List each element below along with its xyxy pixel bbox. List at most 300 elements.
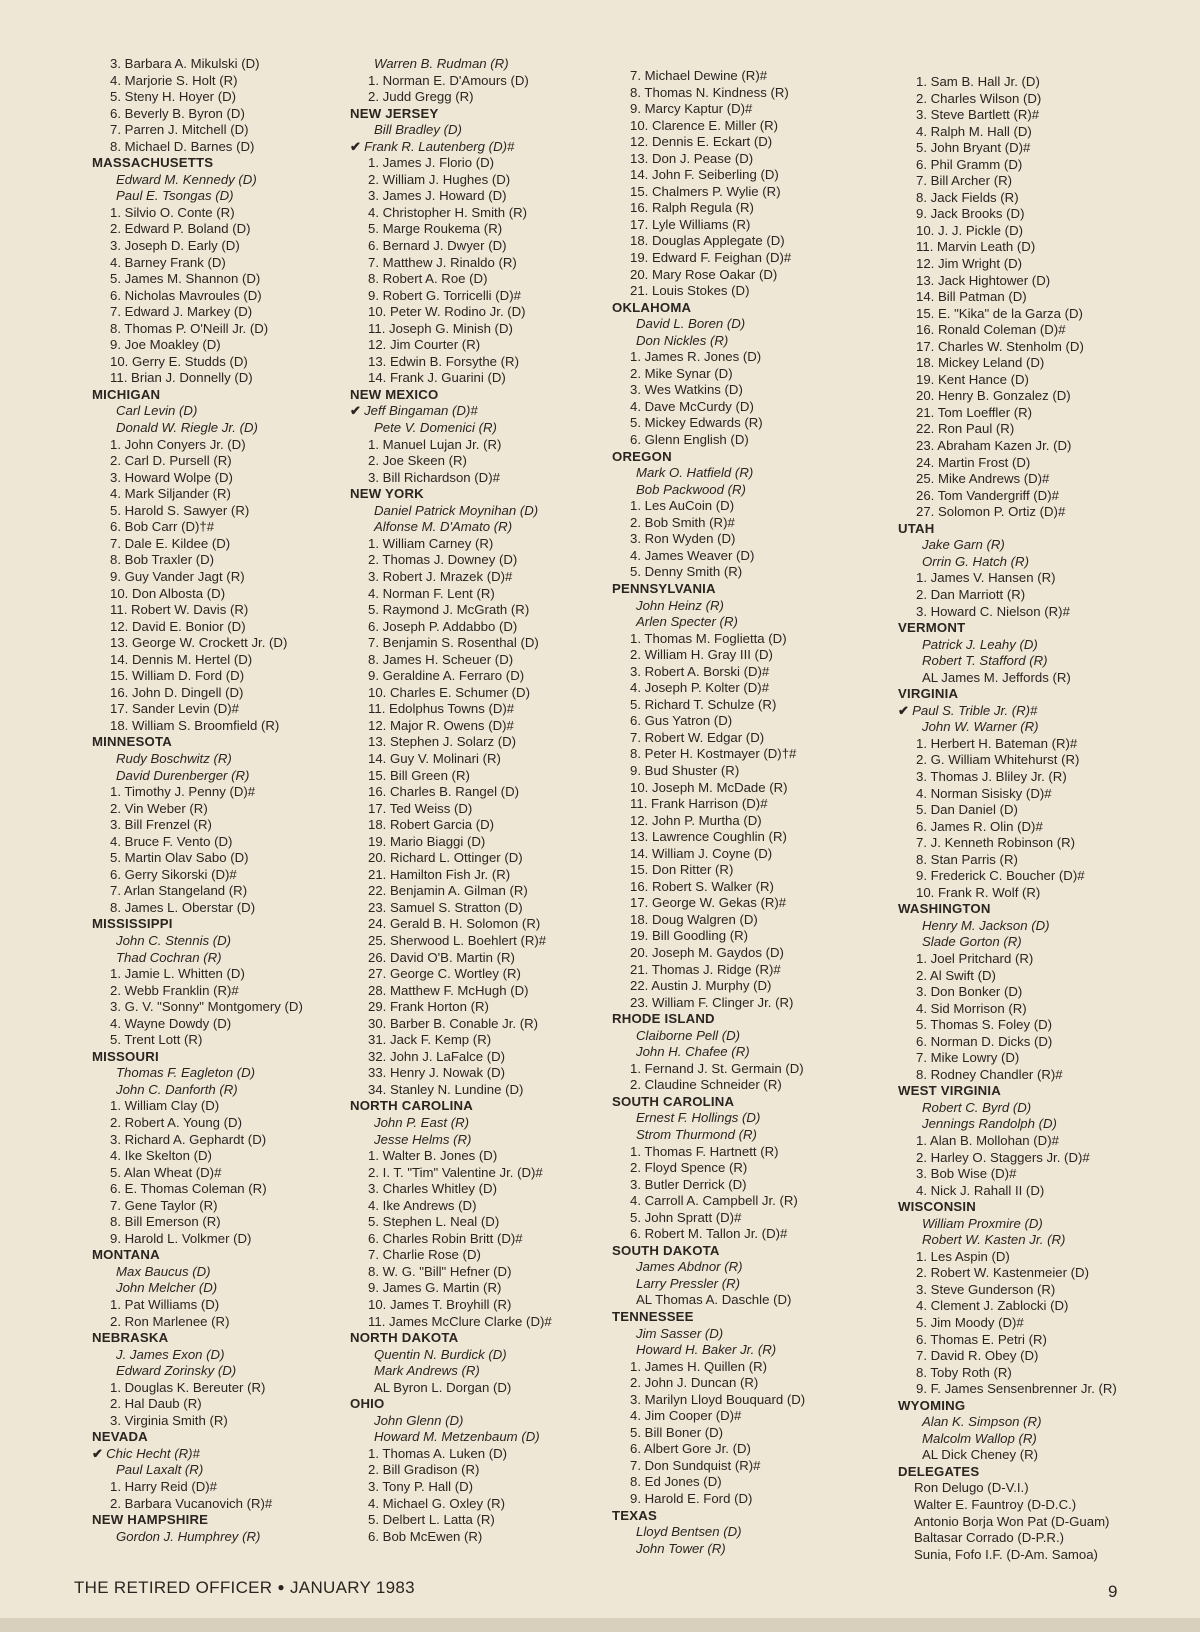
representative-entry xyxy=(898,256,1168,273)
representative-entry xyxy=(92,106,362,123)
representative-entry xyxy=(612,217,882,234)
entry-text: 4. James Weaver (D) xyxy=(630,547,755,563)
entry-text: 7. J. Kenneth Robinson (R) xyxy=(916,835,1076,851)
entry-text: 13. George W. Crockett Jr. (D) xyxy=(110,635,288,651)
entry-text: 10. Frank R. Wolf (R) xyxy=(916,884,1041,900)
representative-entry xyxy=(898,339,1168,356)
delegate-entry xyxy=(898,1514,1168,1531)
representative-entry xyxy=(898,421,1168,438)
representative-entry xyxy=(92,1165,362,1182)
representative-entry xyxy=(898,74,1168,91)
representative-entry xyxy=(612,167,882,184)
representative-entry xyxy=(612,631,882,648)
representative-entry xyxy=(350,983,620,1000)
entry-text: 15. Don Ritter (R) xyxy=(630,862,734,878)
representative-entry xyxy=(92,271,362,288)
entry-text: 7. Bill Archer (R) xyxy=(916,173,1012,189)
representative-entry xyxy=(92,1115,362,1132)
representative-entry xyxy=(898,173,1168,190)
representative-entry xyxy=(350,1181,620,1198)
entry-text: Ernest F. Hollings (D) xyxy=(636,1110,761,1126)
senator-entry xyxy=(612,1110,882,1127)
representative-entry xyxy=(612,233,882,250)
representative-entry xyxy=(898,951,1168,968)
representative-entry xyxy=(350,304,620,321)
entry-text: WISCONSIN xyxy=(898,1199,976,1215)
entry-text: 12. Major R. Owens (D)# xyxy=(368,717,514,733)
representative-entry xyxy=(612,118,882,135)
representative-entry xyxy=(898,587,1168,604)
entry-text: NEW JERSEY xyxy=(350,105,439,121)
representative-entry xyxy=(92,536,362,553)
senator-entry xyxy=(92,1347,362,1364)
representative-entry xyxy=(898,1348,1168,1365)
senator-entry xyxy=(92,172,362,189)
representative-entry xyxy=(898,736,1168,753)
entry-text: Slade Gorton (R) xyxy=(922,934,1022,950)
entry-text: VERMONT xyxy=(898,620,966,636)
representative-entry xyxy=(350,1065,620,1082)
representative-entry xyxy=(898,1381,1168,1398)
entry-text: 1. Jamie L. Whitten (D) xyxy=(110,966,245,982)
state-heading xyxy=(898,521,1168,538)
entry-text: 5. Jim Moody (D)# xyxy=(916,1315,1024,1331)
representative-entry xyxy=(350,470,620,487)
representative-entry xyxy=(350,718,620,735)
entry-text: 3. Richard A. Gephardt (D) xyxy=(110,1131,267,1147)
entry-text: 17. Ted Weiss (D) xyxy=(368,800,473,816)
representative-entry xyxy=(898,1150,1168,1167)
state-heading xyxy=(92,916,362,933)
state-heading xyxy=(92,1330,362,1347)
entry-text: 6. Gerry Sikorski (D)# xyxy=(110,866,237,882)
entry-text: 3. Virginia Smith (R) xyxy=(110,1412,228,1428)
entry-text: Antonio Borja Won Pat (D-Guam) xyxy=(914,1513,1110,1529)
entry-text: 5. Martin Olav Sabo (D) xyxy=(110,850,249,866)
representative-entry xyxy=(898,223,1168,240)
entry-text: WYOMING xyxy=(898,1397,966,1413)
entry-text: Paul S. Trible Jr. (R)# xyxy=(912,702,1038,718)
representative-entry xyxy=(92,850,362,867)
entry-text: John C. Danforth (R) xyxy=(116,1081,238,1097)
representative-entry xyxy=(898,438,1168,455)
representative-entry xyxy=(350,73,620,90)
entry-text: MONTANA xyxy=(92,1247,160,1263)
entry-text: 3. Barbara A. Mikulski (D) xyxy=(110,56,260,71)
state-heading xyxy=(350,1330,620,1347)
representative-entry xyxy=(350,1082,620,1099)
entry-text: 2. Robert A. Young (D) xyxy=(110,1115,242,1130)
entry-text: 7. Charlie Rose (D) xyxy=(368,1247,481,1263)
representative-entry xyxy=(612,912,882,929)
roster-column-3 xyxy=(612,68,882,1557)
entry-text: Sunia, Fofo I.F. (D-Am. Samoa) xyxy=(914,1546,1098,1562)
entry-text: 1. Joel Pritchard (R) xyxy=(916,950,1034,966)
representative-entry xyxy=(350,652,620,669)
entry-text: 18. Mickey Leland (D) xyxy=(916,355,1045,371)
representative-entry xyxy=(612,415,882,432)
entry-text: 5. Richard T. Schulze (R) xyxy=(630,696,777,712)
representative-entry xyxy=(612,862,882,879)
entry-text: Daniel Patrick Moynihan (D) xyxy=(374,502,539,518)
entry-text: 1. Fernand J. St. Germain (D) xyxy=(630,1060,804,1076)
entry-text: 3. G. V. "Sonny" Montgomery (D) xyxy=(110,999,303,1015)
state-heading xyxy=(92,1429,362,1446)
entry-text: 2. Thomas J. Downey (D) xyxy=(368,552,518,568)
entry-text: 6. James R. Olin (D)# xyxy=(916,818,1043,834)
representative-entry xyxy=(898,1050,1168,1067)
entry-text: 6. Nicholas Mavroules (D) xyxy=(110,287,262,303)
entry-text: John Glenn (D) xyxy=(374,1412,464,1428)
representative-entry xyxy=(612,498,882,515)
entry-text: 1. Harry Reid (D)# xyxy=(110,1479,217,1495)
senator-entry xyxy=(92,1462,362,1479)
representative-entry xyxy=(898,239,1168,256)
entry-text: David Durenberger (R) xyxy=(116,767,250,783)
entry-text: Frank R. Lautenberg (D)# xyxy=(364,138,515,154)
senator-entry xyxy=(92,950,362,967)
entry-text: 5. Stephen L. Neal (D) xyxy=(368,1214,500,1230)
entry-text: 1. Les Aspin (D) xyxy=(916,1248,1010,1264)
at-large-entry xyxy=(350,1380,620,1397)
entry-text: 11. Robert W. Davis (R) xyxy=(110,602,249,618)
entry-text: 2. Webb Franklin (R)# xyxy=(110,982,239,998)
representative-entry xyxy=(898,273,1168,290)
entry-text: Arlen Specter (R) xyxy=(636,614,738,630)
entry-text: 8. Toby Roth (R) xyxy=(916,1364,1012,1380)
page-bottom-edge xyxy=(0,1618,1200,1632)
representative-entry xyxy=(92,56,362,73)
representative-entry xyxy=(92,668,362,685)
senator-entry xyxy=(612,1127,882,1144)
senator-entry xyxy=(350,519,620,536)
representative-entry xyxy=(612,134,882,151)
entry-text: 2. Judd Gregg (R) xyxy=(368,89,474,105)
representative-entry xyxy=(92,983,362,1000)
entry-text: 10. James T. Broyhill (R) xyxy=(368,1297,512,1313)
entry-text: AL Dick Cheney (R) xyxy=(922,1447,1039,1463)
entry-text: 6. Thomas E. Petri (R) xyxy=(916,1331,1047,1347)
senator-entry xyxy=(92,420,362,437)
representative-entry xyxy=(350,1264,620,1281)
representative-entry xyxy=(898,355,1168,372)
representative-entry xyxy=(92,784,362,801)
representative-entry xyxy=(92,569,362,586)
representative-entry xyxy=(92,1181,362,1198)
state-heading xyxy=(350,106,620,123)
entry-text: 15. William D. Ford (D) xyxy=(110,668,245,684)
entry-text: Robert W. Kasten Jr. (R) xyxy=(922,1232,1066,1248)
entry-text: 7. Arlan Stangeland (R) xyxy=(110,883,248,899)
senator-entry xyxy=(350,1132,620,1149)
entry-text: Edward M. Kennedy (D) xyxy=(116,171,257,187)
entry-text: Howard H. Baker Jr. (R) xyxy=(636,1342,777,1358)
state-heading xyxy=(92,1512,362,1529)
entry-text: 1. James J. Florio (D) xyxy=(368,155,495,171)
representative-entry xyxy=(898,140,1168,157)
representative-entry xyxy=(612,548,882,565)
entry-text: 5. Denny Smith (R) xyxy=(630,564,743,580)
entry-text: Alan K. Simpson (R) xyxy=(922,1414,1042,1430)
entry-text: 14. Frank J. Guarini (D) xyxy=(368,370,506,386)
state-heading xyxy=(612,1094,882,1111)
issue-date: JANUARY 1983 xyxy=(290,1578,415,1597)
entry-text: Ron Delugo (D-V.I.) xyxy=(914,1480,1029,1496)
entry-text: 2. Barbara Vucanovich (R)# xyxy=(110,1495,273,1511)
senator-entry xyxy=(612,316,882,333)
entry-text: 6. Joseph P. Addabbo (D) xyxy=(368,618,518,634)
representative-entry xyxy=(612,1061,882,1078)
representative-entry xyxy=(92,205,362,222)
entry-text: 4. Marjorie S. Holt (R) xyxy=(110,72,238,88)
representative-entry xyxy=(898,984,1168,1001)
senator-entry xyxy=(92,1264,362,1281)
entry-text: Donald W. Riegle Jr. (D) xyxy=(116,420,258,436)
entry-text: Chic Hecht (R)# xyxy=(106,1445,200,1461)
entry-text: Don Nickles (R) xyxy=(636,332,729,348)
representative-entry xyxy=(92,1479,362,1496)
entry-text: 1. Walter B. Jones (D) xyxy=(368,1148,498,1164)
senator-entry xyxy=(898,703,1168,720)
entry-text: 3. Bill Richardson (D)# xyxy=(368,469,500,485)
entry-text: Thomas F. Eagleton (D) xyxy=(116,1065,256,1081)
entry-text: William Proxmire (D) xyxy=(922,1215,1043,1231)
representative-entry xyxy=(92,1198,362,1215)
entry-text: Baltasar Corrado (D-P.R.) xyxy=(914,1530,1064,1546)
representative-entry xyxy=(612,746,882,763)
entry-text: MASSACHUSETTS xyxy=(92,155,214,171)
representative-entry xyxy=(612,680,882,697)
representative-entry xyxy=(612,399,882,416)
representative-entry xyxy=(92,503,362,520)
representative-entry xyxy=(898,819,1168,836)
senator-entry xyxy=(92,1363,362,1380)
representative-entry xyxy=(92,238,362,255)
representative-entry xyxy=(612,763,882,780)
representative-entry xyxy=(92,337,362,354)
entry-text: 12. Dennis E. Eckart (D) xyxy=(630,134,773,150)
representative-entry xyxy=(92,73,362,90)
entry-text: 10. Joseph M. McDade (R) xyxy=(630,779,788,795)
entry-text: 5. Delbert L. Latta (R) xyxy=(368,1512,495,1528)
entry-text: Max Baucus (D) xyxy=(116,1263,211,1279)
representative-entry xyxy=(350,801,620,818)
delegate-entry xyxy=(898,1530,1168,1547)
representative-entry xyxy=(350,1165,620,1182)
entry-text: MISSISSIPPI xyxy=(92,916,173,932)
entry-text: 8. Rodney Chandler (R)# xyxy=(916,1066,1063,1082)
entry-text: Alfonse M. D'Amato (R) xyxy=(374,519,513,535)
senator-entry xyxy=(898,653,1168,670)
entry-text: David L. Boren (D) xyxy=(636,316,746,332)
entry-text: 4. Christopher H. Smith (R) xyxy=(368,204,528,220)
representative-entry xyxy=(350,1049,620,1066)
representative-entry xyxy=(92,718,362,735)
representative-entry xyxy=(612,1458,882,1475)
state-heading xyxy=(350,387,620,404)
representative-entry xyxy=(612,1441,882,1458)
representative-entry xyxy=(350,933,620,950)
senator-entry xyxy=(612,465,882,482)
entry-text: Quentin N. Burdick (D) xyxy=(374,1346,507,1362)
senator-entry xyxy=(92,933,362,950)
entry-text: 7. David R. Obey (D) xyxy=(916,1348,1039,1364)
entry-text: 9. Guy Vander Jagt (R) xyxy=(110,568,245,584)
representative-entry xyxy=(92,586,362,603)
entry-text: NEW MEXICO xyxy=(350,386,439,402)
entry-text: Pete V. Domenici (R) xyxy=(374,420,497,436)
representative-entry xyxy=(350,536,620,553)
representative-entry xyxy=(350,238,620,255)
representative-entry xyxy=(92,1314,362,1331)
representative-entry xyxy=(898,885,1168,902)
representative-entry xyxy=(612,895,882,912)
entry-text: 11. Edolphus Towns (D)# xyxy=(368,701,515,717)
representative-entry xyxy=(350,437,620,454)
entry-text: 4. Bruce F. Vento (D) xyxy=(110,833,233,849)
entry-text: UTAH xyxy=(898,520,935,536)
representative-entry xyxy=(92,1132,362,1149)
state-heading xyxy=(92,734,362,751)
state-heading xyxy=(612,449,882,466)
entry-text: 32. John J. LaFalce (D) xyxy=(368,1048,506,1064)
entry-text: VIRGINIA xyxy=(898,686,959,702)
entry-text: 3. Charles Whitley (D) xyxy=(368,1181,497,1197)
entry-text: Bill Bradley (D) xyxy=(374,122,462,138)
representative-entry xyxy=(350,89,620,106)
representative-entry xyxy=(350,1529,620,1546)
entry-text: 3. Howard C. Nielson (R)# xyxy=(916,603,1070,619)
entry-text: John Melcher (D) xyxy=(116,1280,218,1296)
entry-text: 1. John Conyers Jr. (D) xyxy=(110,436,246,452)
entry-text: 10. J. J. Pickle (D) xyxy=(916,222,1023,238)
senator-entry xyxy=(350,1413,620,1430)
representative-entry xyxy=(92,602,362,619)
entry-text: 2. Al Swift (D) xyxy=(916,967,996,983)
representative-entry xyxy=(350,337,620,354)
entry-text: 26. David O'B. Martin (R) xyxy=(368,949,515,965)
entry-text: 17. Charles W. Stenholm (D) xyxy=(916,338,1084,354)
representative-entry xyxy=(92,139,362,156)
representative-entry xyxy=(612,349,882,366)
senator-entry xyxy=(92,1082,362,1099)
representative-entry xyxy=(350,1512,620,1529)
entry-text: 6. Charles Robin Britt (D)# xyxy=(368,1230,523,1246)
entry-text: 20. Henry B. Gonzalez (D) xyxy=(916,388,1071,404)
state-heading xyxy=(898,620,1168,637)
entry-text: 24. Martin Frost (D) xyxy=(916,454,1031,470)
entry-text: 1. Silvio O. Conte (R) xyxy=(110,204,235,220)
entry-text: 4. Jim Cooper (D)# xyxy=(630,1408,742,1424)
senator-entry xyxy=(612,1276,882,1293)
senator-entry xyxy=(612,1259,882,1276)
senator-entry xyxy=(92,1529,362,1546)
entry-text: 4. Norman F. Lent (R) xyxy=(368,585,495,601)
representative-entry xyxy=(612,796,882,813)
entry-text: 34. Stanley N. Lundine (D) xyxy=(368,1081,524,1097)
representative-entry xyxy=(612,1193,882,1210)
representative-entry xyxy=(612,945,882,962)
representative-entry xyxy=(350,701,620,718)
entry-text: 3. Wes Watkins (D) xyxy=(630,382,743,398)
footer-bullet: ● xyxy=(277,1580,285,1594)
entry-text: Claiborne Pell (D) xyxy=(636,1027,741,1043)
entry-text: SOUTH DAKOTA xyxy=(612,1242,720,1258)
entry-text: 3. Thomas J. Bliley Jr. (R) xyxy=(916,768,1067,784)
delegate-entry xyxy=(898,1547,1168,1564)
representative-entry xyxy=(350,354,620,371)
entry-text: 1. Pat Williams (D) xyxy=(110,1297,220,1313)
entry-text: 3. Bob Wise (D)# xyxy=(916,1166,1017,1182)
entry-text: 4. Mark Siljander (R) xyxy=(110,486,231,502)
representative-entry xyxy=(92,255,362,272)
representative-entry xyxy=(350,817,620,834)
entry-text: Mark O. Hatfield (R) xyxy=(636,465,754,481)
senator-entry xyxy=(612,482,882,499)
representative-entry xyxy=(898,802,1168,819)
senator-entry xyxy=(898,554,1168,571)
entry-text: 9. Robert G. Torricelli (D)# xyxy=(368,287,521,303)
entry-text: PENNSYLVANIA xyxy=(612,580,716,596)
representative-entry xyxy=(92,1214,362,1231)
senator-entry xyxy=(898,1414,1168,1431)
representative-entry xyxy=(612,432,882,449)
representative-entry xyxy=(612,382,882,399)
entry-text: 1. James H. Quillen (R) xyxy=(630,1358,768,1374)
representative-entry xyxy=(612,1077,882,1094)
entry-text: Jim Sasser (D) xyxy=(636,1325,724,1341)
entry-text: 17. Lyle Williams (R) xyxy=(630,216,751,232)
entry-text: 18. Douglas Applegate (D) xyxy=(630,233,785,249)
entry-text: 13. Lawrence Coughlin (R) xyxy=(630,829,787,845)
senator-entry xyxy=(612,1044,882,1061)
representative-entry xyxy=(898,306,1168,323)
entry-text: John W. Warner (R) xyxy=(922,719,1039,735)
entry-text: Robert C. Byrd (D) xyxy=(922,1099,1032,1115)
representative-entry xyxy=(92,1148,362,1165)
entry-text: 1. William Clay (D) xyxy=(110,1098,220,1114)
representative-entry xyxy=(350,950,620,967)
representative-entry xyxy=(898,372,1168,389)
entry-text: AL Thomas A. Daschle (D) xyxy=(636,1292,792,1308)
representative-entry xyxy=(350,453,620,470)
representative-entry xyxy=(898,471,1168,488)
representative-entry xyxy=(612,1210,882,1227)
entry-text: 1. Les AuCoin (D) xyxy=(630,498,735,514)
representative-entry xyxy=(92,1098,362,1115)
representative-entry xyxy=(612,200,882,217)
representative-entry xyxy=(92,701,362,718)
representative-entry xyxy=(350,867,620,884)
entry-text: 27. Solomon P. Ortiz (D)# xyxy=(916,504,1066,520)
entry-text: TENNESSEE xyxy=(612,1309,694,1325)
senator-entry xyxy=(350,122,620,139)
entry-text: 21. Tom Loeffler (R) xyxy=(916,404,1033,420)
representative-entry xyxy=(898,1017,1168,1034)
entry-text: 10. Charles E. Schumer (D) xyxy=(368,684,530,700)
entry-text: OREGON xyxy=(612,448,672,464)
entry-text: 3. Ron Wyden (D) xyxy=(630,531,736,547)
representative-entry xyxy=(92,486,362,503)
senator-entry xyxy=(898,918,1168,935)
entry-text: 3. Don Bonker (D) xyxy=(916,984,1023,1000)
entry-text: 11. Brian J. Donnelly (D) xyxy=(110,370,253,386)
representative-entry xyxy=(612,151,882,168)
state-heading xyxy=(898,1083,1168,1100)
entry-text: Robert T. Stafford (R) xyxy=(922,653,1048,669)
representative-entry xyxy=(898,968,1168,985)
senator-entry xyxy=(92,188,362,205)
